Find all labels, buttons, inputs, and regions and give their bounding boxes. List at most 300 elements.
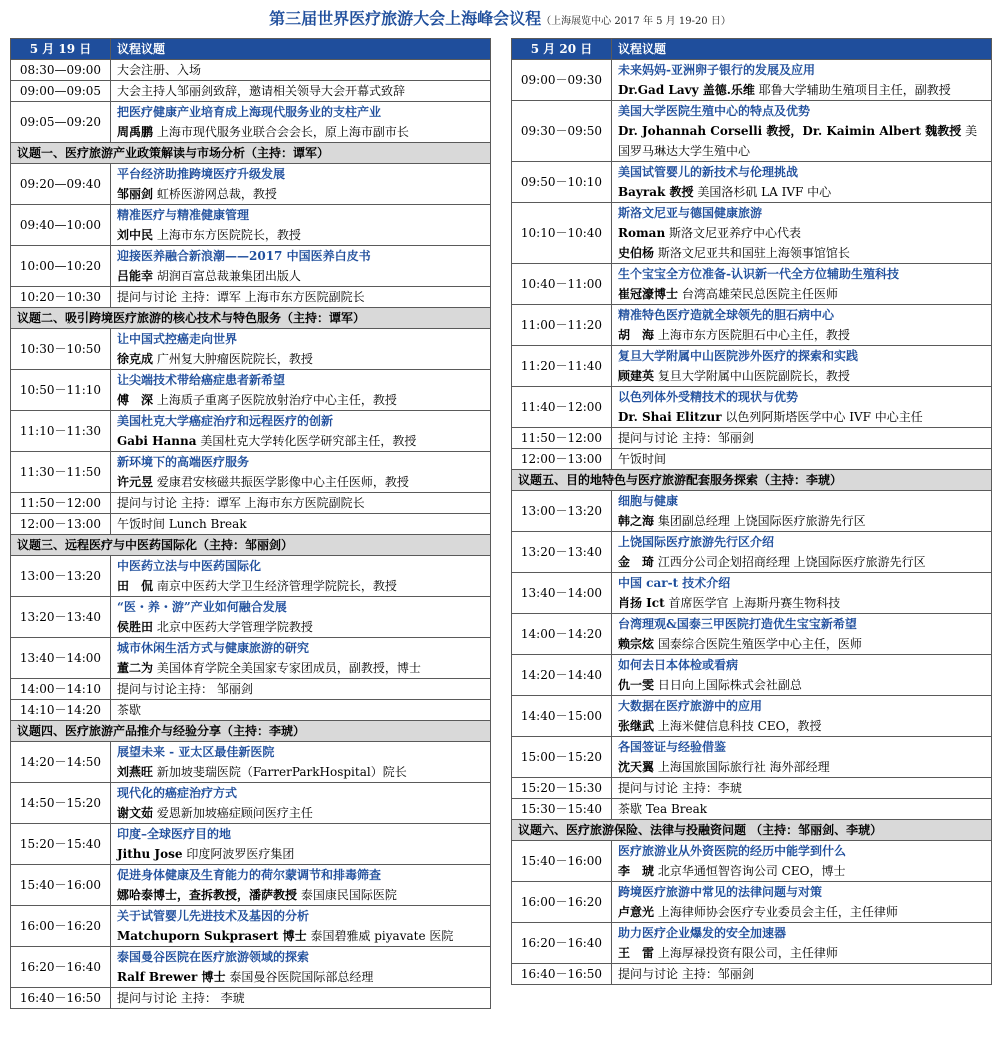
speaker-line: [618, 121, 985, 161]
time-cell: 11:20－11:40: [512, 346, 612, 387]
speaker-line: [618, 366, 985, 386]
talk-cell: [111, 102, 491, 143]
speaker-info: 耶鲁大学辅助生殖项目主任，副教授: [758, 83, 951, 97]
talk-cell: [612, 923, 992, 964]
speaker-info: 泰国曼谷医院国际部总经理: [229, 970, 374, 984]
speaker-info: 泰国康民国际医院: [300, 888, 397, 902]
talk-cell: [612, 491, 992, 532]
speaker-line: [117, 390, 484, 410]
agenda-row: [512, 449, 992, 470]
time-cell: 13:20－13:40: [11, 597, 111, 638]
talk-title: 如何去日本体检或看病: [618, 658, 739, 672]
time-cell: 16:40－16:50: [512, 964, 612, 985]
talk-title: 助力医疗企业爆发的安全加速器: [618, 926, 787, 940]
talk-cell: [612, 101, 992, 162]
speaker-info: 上海律师协会医疗专业委员会主任，主任律师: [657, 905, 898, 919]
speaker-info: 虹桥医游网总裁，教授: [156, 187, 277, 201]
speaker-line: [618, 182, 985, 202]
time-cell: 13:00－13:20: [11, 556, 111, 597]
page-title: [0, 6, 1000, 29]
talk-cell: [111, 742, 491, 783]
agenda-item-text: 大会主持人邹丽剑致辞，邀请相关领导大会开幕式致辞: [111, 81, 491, 102]
talk-title: 精准特色医疗造就全球领先的胆石病中心: [618, 308, 835, 322]
topic-row: [512, 820, 992, 841]
talk-row: [512, 387, 992, 428]
time-cell: 16:00－16:20: [512, 882, 612, 923]
talk-cell: [111, 597, 491, 638]
speaker-info: 广州复大肿瘤医院院长，教授: [156, 352, 313, 366]
speaker-info: 爱康君安核磁共振医学影像中心主任医师，教授: [156, 475, 409, 489]
time-cell: 11:50－12:00: [11, 493, 111, 514]
time-cell: 11:00－11:20: [512, 305, 612, 346]
speaker-info: 以色列阿斯塔医学中心 IVF 中心主任: [725, 410, 923, 424]
talk-title: 迎接医养融合新浪潮——2017 中国医养白皮书: [117, 249, 371, 263]
talk-row: [11, 783, 491, 824]
talk-title: 跨境医疗旅游中常见的法律问题与对策: [618, 885, 823, 899]
speaker-line: [117, 431, 484, 451]
speaker-line: [117, 885, 484, 905]
speaker-info: 新加坡斐瑞医院（FarrerParkHospital）院长: [156, 765, 407, 779]
talk-cell: [111, 783, 491, 824]
talk-title: 美国试管婴儿的新技术与伦理挑战: [618, 165, 799, 179]
speaker-line: [618, 552, 985, 572]
time-cell: 16:40－16:50: [11, 988, 111, 1009]
topic-title: 议题三、远程医疗与中医药国际化（主持：邹丽剑）: [11, 535, 491, 556]
speaker-name: Ralf Brewer 博士: [117, 970, 226, 984]
talk-row: [512, 60, 992, 101]
time-cell: 10:10－10:40: [512, 203, 612, 264]
speaker-name: 娜哈泰博士，查拆教授，潘萨教授: [117, 888, 298, 902]
speaker-name: Dr.Gad Lavy 盖德.乐维: [618, 83, 755, 97]
speaker-line: [618, 634, 985, 654]
topic-title: 议题四、医疗旅游产品推介与经验分享（主持：李琥）: [11, 721, 491, 742]
speaker-line: [618, 325, 985, 345]
speaker-name: 沈天翼: [618, 760, 655, 774]
agenda-row: [512, 778, 992, 799]
speaker-info: 爱恩新加坡癌症顾问医疗主任: [156, 806, 313, 820]
agenda-item-text: 提问与讨论 主持：邹丽剑: [612, 964, 992, 985]
speaker-info: 上海市东方医院院长，教授: [156, 228, 301, 242]
time-cell: 13:40－14:00: [512, 573, 612, 614]
talk-row: [11, 452, 491, 493]
speaker-line: [117, 967, 484, 987]
talk-title: 平台经济助推跨境医疗升级发展: [117, 167, 286, 181]
speaker-info: 日日向上国际株式会社副总: [657, 678, 802, 692]
speaker-name: 刘燕旺: [117, 765, 154, 779]
speaker-name: 徐克成: [117, 352, 154, 366]
speaker-info: 斯洛文尼亚养疗中心代表: [669, 226, 802, 240]
talk-row: [11, 102, 491, 143]
agenda-item-text: 午饭时间 Lunch Break: [111, 514, 491, 535]
speaker-line: [117, 122, 484, 142]
talk-row: [512, 203, 992, 264]
talk-cell: [111, 329, 491, 370]
talk-title: 生个宝宝全方位准备-认识新一代全方位辅助生殖科技: [618, 267, 899, 281]
speaker-name: 仇一雯: [618, 678, 655, 692]
time-cell: 09:50－10:10: [512, 162, 612, 203]
time-cell: 15:40－16:00: [11, 865, 111, 906]
talk-cell: [612, 841, 992, 882]
speaker-line: [117, 266, 484, 286]
talk-title: 上饶国际医疗旅游先行区介绍: [618, 535, 775, 549]
agenda-table-may-20: [511, 38, 992, 985]
time-cell: 15:20－15:40: [11, 824, 111, 865]
talk-title: 精准医疗与精准健康管理: [117, 208, 250, 222]
speaker-line: [117, 184, 484, 204]
speaker-info: 复旦大学附属中山医院副院长，教授: [657, 369, 850, 383]
speaker-line: [117, 658, 484, 678]
speaker-name: 金 琦: [618, 555, 655, 569]
speaker-name: 邹丽剑: [117, 187, 154, 201]
talk-cell: [111, 824, 491, 865]
talk-cell: [111, 411, 491, 452]
speaker-name: 肖扬 Ict: [618, 596, 665, 610]
speaker-name: 卢意光: [618, 905, 655, 919]
agenda-table-may-19: [10, 38, 491, 1009]
agenda-item-text: 提问与讨论主持： 邹丽剑: [111, 679, 491, 700]
talk-title: 大数据在医疗旅游中的应用: [618, 699, 763, 713]
speaker-line: [618, 757, 985, 777]
talk-row: [512, 491, 992, 532]
time-cell: 14:20－14:40: [512, 655, 612, 696]
agenda-row: [11, 514, 491, 535]
talk-cell: [612, 655, 992, 696]
agenda-item-text: 茶歇 Tea Break: [612, 799, 992, 820]
agenda-row: [11, 493, 491, 514]
agenda-row: [512, 964, 992, 985]
speaker-info: 江西分公司企划招商经理 上饶国际医疗旅游先行区: [657, 555, 926, 569]
speaker-name: 吕能幸: [117, 269, 154, 283]
talk-cell: [612, 737, 992, 778]
speaker-line: [117, 225, 484, 245]
speaker-name: Dr. Johannah Corselli 教授，Dr. Kaimin Albert 魏教授: [618, 124, 962, 138]
speaker-line: [117, 926, 484, 946]
time-cell: 09:00－09:30: [512, 60, 612, 101]
talk-row: [11, 906, 491, 947]
talk-row: [512, 696, 992, 737]
speaker-name: 顾建英: [618, 369, 655, 383]
time-cell: 09:40—10:00: [11, 205, 111, 246]
time-cell: 10:40－11:00: [512, 264, 612, 305]
speaker-info: 国泰综合医院生殖医学中心主任，医师: [657, 637, 862, 651]
talk-row: [11, 370, 491, 411]
speaker-line: [618, 284, 985, 304]
agenda-item-text: 大会注册、入场: [111, 60, 491, 81]
speaker-line: [618, 243, 985, 263]
speaker-name: 谢文茹: [117, 806, 154, 820]
time-cell: 13:40－14:00: [11, 638, 111, 679]
speaker-name: Bayrak 教授: [618, 185, 694, 199]
speaker-name: 周禹鹏: [117, 125, 154, 139]
speaker-info: 美国罗马琳达大学生殖中心: [618, 124, 978, 158]
topic-row: [11, 143, 491, 164]
talk-row: [512, 882, 992, 923]
topic-row: [512, 470, 992, 491]
talk-title: 中国 car-t 技术介绍: [618, 576, 731, 590]
agenda-item-text: 提问与讨论 主持： 李琥: [111, 988, 491, 1009]
talk-row: [512, 346, 992, 387]
talk-cell: [111, 164, 491, 205]
speaker-info: 首席医学官 上海斯丹赛生物科技: [668, 596, 841, 610]
talk-row: [11, 164, 491, 205]
talk-title: 让中国式控癌走向世界: [117, 332, 238, 346]
talk-cell: [612, 387, 992, 428]
speaker-info: 泰国碧雅威 piyavate 医院: [310, 929, 454, 943]
topic-title: 议题六、医疗旅游保险、法律与投融资问题 （主持：邹丽剑、李琥）: [512, 820, 992, 841]
talk-title: 美国杜克大学癌症治疗和远程医疗的创新: [117, 414, 334, 428]
agenda-header: 议程议题: [111, 39, 491, 60]
talk-title: 复旦大学附属中山医院涉外医疗的探索和实践: [618, 349, 859, 363]
time-cell: 10:00—10:20: [11, 246, 111, 287]
speaker-line: [618, 407, 985, 427]
speaker-line: [618, 902, 985, 922]
time-cell: 10:50－11:10: [11, 370, 111, 411]
speaker-info: 南京中医药大学卫生经济管理学院院长，教授: [156, 579, 397, 593]
speaker-name: 史伯杨: [618, 246, 655, 260]
speaker-info: 斯洛文尼亚共和国驻上海领事馆馆长: [657, 246, 850, 260]
talk-row: [512, 841, 992, 882]
speaker-line: [117, 576, 484, 596]
talk-title: 让尖端技术带给癌症患者新希望: [117, 373, 286, 387]
speaker-info: 集团副总经理 上饶国际医疗旅游先行区: [657, 514, 866, 528]
speaker-name: 田 侃: [117, 579, 154, 593]
talk-title: 以色列体外受精技术的现状与优势: [618, 390, 799, 404]
talk-row: [11, 947, 491, 988]
speaker-line: [618, 593, 985, 613]
talk-cell: [612, 614, 992, 655]
time-cell: 13:20－13:40: [512, 532, 612, 573]
speaker-line: [117, 844, 484, 864]
speaker-name: 李 琥: [618, 864, 655, 878]
speaker-name: Matchuporn Sukprasert 博士: [117, 929, 307, 943]
speaker-name: 赖宗炫: [618, 637, 655, 651]
time-cell: 14:40－15:00: [512, 696, 612, 737]
speaker-info: 上海市东方医院胆石中心主任，教授: [657, 328, 850, 342]
speaker-info: 胡润百富总裁兼集团出版人: [156, 269, 301, 283]
speaker-info: 上海国旅国际旅行社 海外部经理: [657, 760, 830, 774]
talk-row: [11, 556, 491, 597]
topic-row: [11, 535, 491, 556]
time-cell: 15:00－15:20: [512, 737, 612, 778]
speaker-info: 美国洛杉矶 LA IVF 中心: [697, 185, 832, 199]
talk-row: [512, 264, 992, 305]
time-cell: 10:30－10:50: [11, 329, 111, 370]
agenda-row: [11, 60, 491, 81]
speaker-info: 台湾高雄荣民总医院主任医师: [681, 287, 838, 301]
time-cell: 12:00－13:00: [512, 449, 612, 470]
talk-title: 城市休闲生活方式与健康旅游的研究: [117, 641, 310, 655]
speaker-name: 刘中民: [117, 228, 154, 242]
time-cell: 09:20—09:40: [11, 164, 111, 205]
speaker-name: Gabi Hanna: [117, 434, 197, 448]
time-cell: 14:00－14:10: [11, 679, 111, 700]
talk-cell: [612, 696, 992, 737]
speaker-name: 韩之海: [618, 514, 655, 528]
talk-title: 斯洛文尼亚与德国健康旅游: [618, 206, 763, 220]
agenda-row: [11, 81, 491, 102]
time-cell: 11:40－12:00: [512, 387, 612, 428]
talk-cell: [111, 370, 491, 411]
topic-title: 议题二、吸引跨境医疗旅游的核心技术与特色服务（主持：谭军）: [11, 308, 491, 329]
talk-title: 印度–全球医疗目的地: [117, 827, 232, 841]
topic-title: 议题一、医疗旅游产业政策解读与市场分析（主持：谭军）: [11, 143, 491, 164]
talk-title: 各国签证与经验借鉴: [618, 740, 727, 754]
title-subtitle: （上海展览中心 2017 年 5 月 19-20 日）: [541, 16, 731, 27]
speaker-line: [117, 349, 484, 369]
talk-row: [512, 737, 992, 778]
agenda-item-text: 提问与讨论 主持：谭军 上海市东方医院副院长: [111, 493, 491, 514]
talk-row: [11, 742, 491, 783]
time-cell: 09:00—09:05: [11, 81, 111, 102]
talk-row: [512, 162, 992, 203]
talk-title: 现代化的癌症治疗方式: [117, 786, 238, 800]
agenda-item-text: 提问与讨论 主持：邹丽剑: [612, 428, 992, 449]
time-cell: 13:00－13:20: [512, 491, 612, 532]
talk-row: [11, 824, 491, 865]
talk-title: 中医药立法与中医药国际化: [117, 559, 262, 573]
title-main: 第三届世界医疗旅游大会上海峰会议程: [269, 9, 542, 28]
speaker-name: 王 雷: [618, 946, 655, 960]
time-cell: 12:00－13:00: [11, 514, 111, 535]
speaker-info: 上海质子重离子医院放射治疗中心主任，教授: [156, 393, 397, 407]
talk-cell: [111, 452, 491, 493]
talk-title: “医・养・游”产业如何融合发展: [117, 600, 287, 614]
speaker-name: 张继武: [618, 719, 655, 733]
speaker-info: 印度阿波罗医疗集团: [186, 847, 295, 861]
time-cell: 16:00－16:20: [11, 906, 111, 947]
talk-row: [512, 305, 992, 346]
agenda-item-text: 提问与讨论 主持：谭军 上海市东方医院副院长: [111, 287, 491, 308]
talk-title: 医疗旅游业从外资医院的经历中能学到什么: [618, 844, 847, 858]
time-cell: 08:30—09:00: [11, 60, 111, 81]
talk-row: [512, 101, 992, 162]
talk-row: [512, 532, 992, 573]
talk-cell: [612, 882, 992, 923]
talk-cell: [111, 205, 491, 246]
topic-title: 议题五、目的地特色与医疗旅游配套服务探索（主持：李琥）: [512, 470, 992, 491]
agenda-row: [11, 700, 491, 721]
speaker-line: [117, 803, 484, 823]
agenda-body: [512, 60, 992, 985]
talk-title: 细胞与健康: [618, 494, 679, 508]
time-cell: 10:20－10:30: [11, 287, 111, 308]
speaker-name: 董二为: [117, 661, 154, 675]
talk-title: 台湾理观&国泰三甲医院打造优生宝宝新希望: [618, 617, 857, 631]
speaker-info: 北京华通恒智咨询公司 CEO，博士: [657, 864, 846, 878]
talk-cell: [111, 865, 491, 906]
topic-row: [11, 721, 491, 742]
speaker-info: 上海厚禄投资有限公司，主任律师: [657, 946, 838, 960]
speaker-info: 美国杜克大学转化医学研究部主任，教授: [200, 434, 417, 448]
speaker-info: 北京中医药大学管理学院教授: [156, 620, 313, 634]
time-cell: 11:50－12:00: [512, 428, 612, 449]
talk-cell: [612, 162, 992, 203]
talk-cell: [111, 556, 491, 597]
time-cell: 15:30－15:40: [512, 799, 612, 820]
talk-title: 关于试管婴儿先进技术及基因的分析: [117, 909, 310, 923]
talk-cell: [111, 906, 491, 947]
agenda-item-text: 午饭时间: [612, 449, 992, 470]
talk-row: [11, 597, 491, 638]
speaker-line: [618, 943, 985, 963]
talk-cell: [612, 532, 992, 573]
time-cell: 09:05—09:20: [11, 102, 111, 143]
talk-title: 把医疗健康产业培育成上海现代服务业的支柱产业: [117, 105, 382, 119]
agenda-item-text: 提问与讨论 主持：李琥: [612, 778, 992, 799]
talk-row: [11, 865, 491, 906]
agenda-row: [512, 799, 992, 820]
talk-cell: [111, 246, 491, 287]
time-cell: 11:10－11:30: [11, 411, 111, 452]
talk-cell: [612, 305, 992, 346]
topic-row: [11, 308, 491, 329]
speaker-info: 美国体育学院全美国家专家团成员，副教授，博士: [156, 661, 421, 675]
talk-row: [512, 923, 992, 964]
talk-row: [11, 329, 491, 370]
talk-row: [11, 205, 491, 246]
time-cell: 16:20－16:40: [512, 923, 612, 964]
speaker-info: 上海市现代服务业联合会会长，原上海市副市长: [156, 125, 409, 139]
talk-row: [512, 573, 992, 614]
speaker-line: [117, 617, 484, 637]
speaker-name: 许元昱: [117, 475, 154, 489]
speaker-line: [618, 675, 985, 695]
agenda-body: [11, 60, 491, 1009]
talk-cell: [612, 60, 992, 101]
speaker-line: [618, 80, 985, 100]
time-cell: 11:30－11:50: [11, 452, 111, 493]
talk-title: 美国大学医院生殖中心的特点及优势: [618, 104, 811, 118]
talk-title: 促进身体健康及生育能力的荷尔蒙调节和排毒筛查: [117, 868, 382, 882]
talk-row: [512, 614, 992, 655]
speaker-name: Dr. Shai Elitzur: [618, 410, 722, 424]
speaker-name: 傅 深: [117, 393, 154, 407]
agenda-row: [11, 679, 491, 700]
speaker-name: 侯胜田: [117, 620, 154, 634]
agenda-item-text: 茶歇: [111, 700, 491, 721]
talk-cell: [111, 947, 491, 988]
time-cell: 15:40－16:00: [512, 841, 612, 882]
speaker-info: 上海米健信息科技 CEO，教授: [657, 719, 822, 733]
talk-cell: [111, 638, 491, 679]
talk-title: 未来妈妈-亚洲卵子银行的发展及应用: [618, 63, 815, 77]
talk-cell: [612, 203, 992, 264]
speaker-line: [618, 716, 985, 736]
talk-row: [11, 246, 491, 287]
talk-cell: [612, 264, 992, 305]
talk-title: 新环境下的高端医疗服务: [117, 455, 250, 469]
agenda-row: [11, 287, 491, 308]
date-header: 5 月 19 日: [11, 39, 111, 60]
speaker-line: [618, 223, 985, 243]
time-cell: 14:50－15:20: [11, 783, 111, 824]
speaker-line: [618, 861, 985, 881]
talk-row: [512, 655, 992, 696]
time-cell: 16:20－16:40: [11, 947, 111, 988]
talk-title: 泰国曼谷医院在医疗旅游领域的探索: [117, 950, 310, 964]
agenda-header: 议程议题: [612, 39, 992, 60]
time-cell: 14:20－14:50: [11, 742, 111, 783]
agenda-row: [512, 428, 992, 449]
speaker-name: 胡 海: [618, 328, 655, 342]
time-cell: 09:30－09:50: [512, 101, 612, 162]
talk-row: [11, 411, 491, 452]
talk-cell: [612, 573, 992, 614]
time-cell: 15:20－15:30: [512, 778, 612, 799]
speaker-name: Roman: [618, 226, 666, 240]
time-cell: 14:10－14:20: [11, 700, 111, 721]
speaker-name: Jithu Jose: [117, 847, 183, 861]
